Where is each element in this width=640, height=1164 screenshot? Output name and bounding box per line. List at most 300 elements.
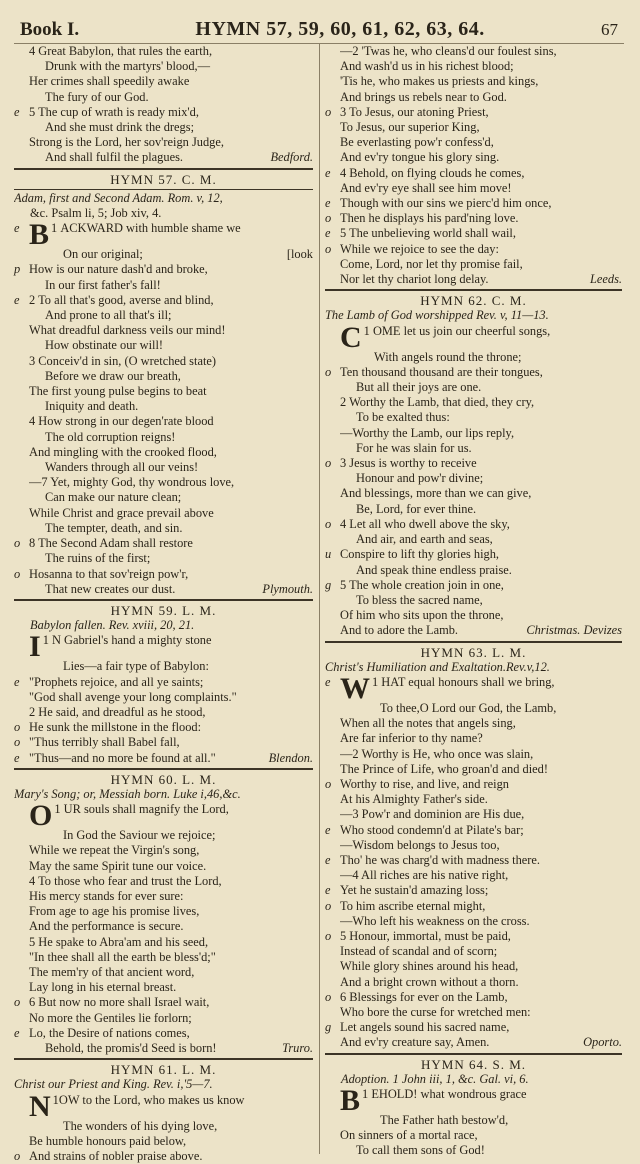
hymn-line: [14, 980, 313, 995]
hymn-line: [325, 135, 622, 150]
hymn-line: [14, 293, 313, 308]
line-text: For he was slain for us.: [356, 440, 472, 455]
dynamic-mark: [325, 593, 340, 608]
dynamic-mark: [325, 532, 340, 547]
hymn-line: [325, 1035, 622, 1050]
dynamic-mark: [14, 90, 29, 105]
line-text: —7 Yet, mighty God, thy wondrous love,: [29, 475, 235, 490]
hymn-63-first-verse: e 1 W HAT equal honours shall we bring, To thee,O Lord our God, the Lamb,: [325, 675, 622, 716]
line-text: And mingling with the crooked flood,: [29, 444, 217, 459]
hymn-56-continuation: [14, 44, 313, 150]
line-text: And air, and earth and seas,: [356, 532, 493, 547]
line-text: —Who left his weakness on the cross.: [340, 913, 530, 928]
line-text: "God shall avenge your long complaints.": [29, 689, 237, 704]
hymn-line: [14, 582, 313, 597]
dynamic-mark: [14, 135, 29, 150]
first-line: OME let us join our cheerful songs,: [372, 323, 551, 338]
line-text: "Thus terribly shall Babel fall,: [29, 735, 180, 750]
line-text: Conspire to lift thy glories high,: [340, 547, 500, 562]
drop-cap: O: [29, 802, 53, 829]
line-text: The tempter, death, and sin.: [45, 520, 183, 535]
hymn-57-first-verse: e 1 B ACKWARD with humble shame we On our original; [look: [14, 221, 313, 262]
line-text: 5 Honour, immortal, must be paid,: [340, 928, 511, 943]
line-text: 4 How strong in our degen'rate blood: [29, 414, 214, 429]
line-text: 'Tis he, who makes us priests and kings,: [340, 74, 539, 89]
hymn-line: [325, 257, 622, 272]
line-text: And blessings, more than we can give,: [340, 486, 532, 501]
dynamic-mark: [325, 181, 340, 196]
hymn-line: [14, 384, 313, 399]
last-line-text: "Thus—and no more be found at all.": [29, 750, 216, 765]
tune-name: Blendon.: [268, 750, 313, 765]
line-text: To Jesus, our superior King,: [340, 120, 480, 135]
dynamic-mark: o: [14, 566, 21, 581]
first-line: ACKWARD with humble shame we: [60, 221, 241, 236]
tune-name: Plymouth.: [262, 581, 313, 596]
hymn-line: [14, 536, 313, 551]
dynamic-mark: [14, 950, 29, 965]
dynamic-mark: [325, 441, 340, 456]
hymn-line: [325, 105, 622, 120]
hymn-line: [325, 44, 622, 59]
hymn-59-topic: Babylon fallen. Rev. xviii, 20, 21.: [30, 618, 195, 633]
dynamic-mark: [325, 44, 340, 59]
first-line: OW to the Lord, who makes us know: [58, 1092, 245, 1107]
hymn-line: [325, 563, 622, 578]
hymn-line: [14, 1026, 313, 1041]
hymn-63-heading: HYMN 63. L. M.: [420, 644, 527, 660]
hymn-line: [14, 965, 313, 980]
hymn-59-first-verse: 1 I N Gabriel's hand a mighty stone Lies—a fair type of Babylon:: [14, 633, 313, 674]
tune-name: Truro.: [282, 1040, 313, 1055]
dynamic-mark: [325, 90, 340, 105]
hymn-line: [14, 567, 313, 582]
hymn-line: [325, 777, 622, 792]
line-text: And a bright crown without a thorn.: [340, 974, 519, 989]
hymn-line: [14, 675, 313, 690]
line-text: Though with our sins we pierc'd him once,: [340, 196, 552, 211]
line-text: No more the Gentiles lie forlorn;: [29, 1010, 192, 1025]
dynamic-mark: [14, 980, 29, 995]
drop-cap: C: [340, 323, 362, 350]
line-text: 2 Worthy the Lamb, that died, they cry,: [340, 395, 535, 410]
hymn-60-topic: Mary's Song; or, Messiah born. Luke i,46,&c.: [14, 786, 241, 801]
dynamic-mark: [325, 762, 340, 777]
hymn-line: [325, 608, 622, 623]
hymn-line: [325, 211, 622, 226]
dynamic-mark: [325, 1128, 340, 1143]
tune-name: Bedford.: [270, 150, 313, 165]
hymn-line: [325, 90, 622, 105]
hymn-line: [14, 521, 313, 536]
hymn-line: [14, 430, 313, 445]
hymn-line: [14, 1011, 313, 1026]
hymn-line: [325, 792, 622, 807]
hymn-line: [325, 868, 622, 883]
dynamic-mark: [325, 807, 340, 822]
drop-cap: B: [29, 221, 50, 248]
hymn-line: [325, 623, 622, 638]
dynamic-mark: [14, 430, 29, 445]
hymn-63-topic: Christ's Humiliation and Exaltation.Rev.v,12.: [325, 659, 550, 674]
hymn-line: [325, 272, 622, 287]
hymn-62-first-verse: 1 C OME let us join our cheerful songs, With angels round the throne;: [325, 324, 622, 365]
hymn-line: [325, 456, 622, 471]
drop-cap: I: [29, 633, 41, 660]
dynamic-mark: o: [14, 536, 21, 551]
last-line-text: And ev'ry creature say, Amen.: [340, 1035, 490, 1050]
line-text: And ev'ry tongue his glory sing.: [340, 150, 500, 165]
line-text: 3 Jesus is worthy to receive: [340, 456, 477, 471]
line-text: In our first father's fall!: [45, 277, 161, 292]
dynamic-mark: [325, 410, 340, 425]
line-text: Lo, the Desire of nations comes,: [29, 1025, 190, 1040]
section-rule: [325, 1053, 622, 1055]
line-text: And the performance is secure.: [29, 919, 184, 934]
hymn-line: [325, 547, 622, 562]
dynamic-mark: [325, 1005, 340, 1020]
line-text: Who bore the curse for wretched men:: [340, 1004, 531, 1019]
hymn-line: [14, 354, 313, 369]
hymn-line: [325, 181, 622, 196]
dynamic-mark: [325, 471, 340, 486]
line-text: At his Almighty Father's side.: [340, 792, 488, 807]
hymn-line: [14, 105, 313, 120]
line-text: —Worthy the Lamb, our lips reply,: [340, 425, 515, 440]
hymn-line: [325, 593, 622, 608]
line-text: Then he displays his pard'ning love.: [340, 211, 519, 226]
line-text: The Prince of Life, who groan'd and died!: [340, 761, 548, 776]
dynamic-mark: [14, 965, 29, 980]
last-line-text: That new creates our dust.: [45, 581, 176, 596]
dynamic-mark: [325, 868, 340, 883]
hymn-61-first-verse: 1 N OW to the Lord, who makes us know The wonders of his dying love,: [14, 1093, 313, 1134]
hymn-line: [325, 990, 622, 1005]
dynamic-mark: o: [14, 1149, 21, 1163]
second-line: On our original;: [63, 247, 143, 262]
line-text: Come, Lord, nor let thy promise fail,: [340, 256, 523, 271]
dynamic-mark: [325, 486, 340, 501]
line-text: Let angels sound his sacred name,: [340, 1020, 510, 1035]
line-text: Wanders through all our veins!: [45, 460, 199, 475]
hymn-line: [14, 720, 313, 735]
line-text: Yet he sustain'd amazing loss;: [340, 883, 489, 898]
hymn-line: [14, 262, 313, 277]
hymn-line: [325, 731, 622, 746]
line-text: 6 But now no more shall Israel wait,: [29, 995, 210, 1010]
hymn-line: [14, 44, 313, 59]
line-text: Be humble honours paid below,: [29, 1133, 187, 1148]
line-text: The old corruption reigns!: [45, 429, 176, 444]
hymn-line: [14, 995, 313, 1010]
hymn-57-heading: HYMN 57. C. M.: [110, 171, 217, 187]
line-text: 3 To Jesus, our atoning Priest,: [340, 104, 489, 119]
dynamic-mark: o: [325, 364, 332, 379]
hymn-line: [325, 944, 622, 959]
hymn-line: [14, 935, 313, 950]
dynamic-mark: [14, 338, 29, 353]
dynamic-mark: [14, 384, 29, 399]
hymn-line: [14, 308, 313, 323]
dynamic-mark: [325, 959, 340, 974]
hymn-line: [325, 853, 622, 868]
dynamic-mark: e: [325, 883, 331, 898]
line-text: —4 All riches are his native right,: [340, 868, 509, 883]
line-text: The mem'ry of that ancient word,: [29, 964, 195, 979]
line-text: And ev'ry eye shall see him move!: [340, 180, 512, 195]
dynamic-mark: [325, 747, 340, 762]
line-text: And wash'd us in his richest blood;: [340, 59, 514, 74]
tune-name: Oporto.: [583, 1035, 622, 1050]
line-text: 4 To those who fear and trust the Lord,: [29, 873, 222, 888]
hymn-line: [325, 196, 622, 211]
line-text: Are far inferior to thy name?: [340, 731, 483, 746]
line-text: 3 Conceiv'd in sin, (O wretched state): [29, 353, 217, 368]
hymn-line: [325, 517, 622, 532]
drop-cap: N: [29, 1092, 51, 1119]
dynamic-mark: [325, 716, 340, 731]
hymn-line: [325, 74, 622, 89]
hymn-line: [14, 490, 313, 505]
line-text: Of him who sits upon the throne,: [340, 608, 504, 623]
last-line-text: And to adore the Lamb.: [340, 623, 459, 638]
line-text: The first young pulse begins to beat: [29, 384, 207, 399]
drop-cap: W: [340, 674, 370, 701]
hymn-line: [325, 1005, 622, 1020]
right-column: [318, 44, 622, 1164]
hymn-line: [14, 120, 313, 135]
hymn-line: [325, 242, 622, 257]
dynamic-mark: [14, 843, 29, 858]
dynamic-mark: [14, 874, 29, 889]
dynamic-mark: [325, 395, 340, 410]
hymn-line: [14, 859, 313, 874]
line-text: To bless the sacred name,: [356, 592, 483, 607]
line-text: 5 The whole creation join in one,: [340, 577, 504, 592]
last-line-text: Nor let thy chariot long delay.: [340, 272, 489, 287]
hymn-64-lines: [325, 1128, 622, 1158]
dynamic-mark: [14, 705, 29, 720]
dynamic-mark: [14, 889, 29, 904]
dynamic-mark: o: [325, 211, 332, 226]
line-text: Who stood condemn'd at Pilate's bar;: [340, 822, 524, 837]
line-text: On sinners of a mortal race,: [340, 1128, 478, 1143]
hymn-line: [14, 74, 313, 89]
hymn-60-heading: HYMN 60. L. M.: [110, 771, 217, 787]
dynamic-mark: [14, 1011, 29, 1026]
dynamic-mark: [14, 521, 29, 536]
dynamic-mark: [14, 44, 29, 59]
verse-number: 1: [362, 1087, 369, 1101]
first-line: EHOLD! what wondrous grace: [371, 1087, 527, 1101]
dynamic-mark: [325, 838, 340, 853]
dynamic-mark: [325, 426, 340, 441]
hymn-line: [325, 899, 622, 914]
line-text: Honour and pow'r divine;: [356, 471, 484, 486]
section-rule: [325, 641, 622, 643]
hymn-line: [325, 747, 622, 762]
line-text: 4 Let all who dwell above the sky,: [340, 516, 510, 531]
dynamic-mark: o: [325, 989, 332, 1004]
dynamic-mark: o: [14, 720, 21, 735]
line-text: Tho' he was charg'd with madness there.: [340, 852, 541, 867]
line-text: To him ascribe eternal might,: [340, 898, 486, 913]
line-text: The ruins of the first;: [45, 551, 151, 566]
second-line: The Father hath bestow'd,: [380, 1113, 509, 1127]
hymn-line: [325, 838, 622, 853]
first-line: UR souls shall magnify the Lord,: [63, 802, 229, 817]
heading-rule: [14, 189, 313, 190]
second-line: The wonders of his dying love,: [63, 1118, 218, 1133]
line-text: While glory shines around his head,: [340, 959, 519, 974]
line-text: He sunk the millstone in the flood:: [29, 720, 202, 735]
line-text: Be, Lord, for ever thine.: [356, 501, 477, 516]
hymn-line: [325, 365, 622, 380]
two-column-body: [14, 44, 624, 1164]
hymn-line: [14, 690, 313, 705]
running-title: HYMN 57, 59, 60, 61, 62, 63, 64.: [195, 18, 485, 40]
line-text: May the same Spirit tune our voice.: [29, 858, 207, 873]
hymn-57-topic-cont: &c. Psalm li, 5; Job xiv, 4.: [30, 206, 162, 221]
dynamic-mark: [325, 380, 340, 395]
second-line: Lies—a fair type of Babylon:: [63, 659, 209, 674]
hymn-line: [325, 929, 622, 944]
hymn-line: [325, 150, 622, 165]
hymn-line: [325, 380, 622, 395]
line-text: Ten thousand thousand are their tongues,: [340, 364, 543, 379]
dynamic-mark: [14, 551, 29, 566]
hymn-61-lines: [14, 1134, 313, 1164]
hymn-60-first-verse: 1 O UR souls shall magnify the Lord, In God the Saviour we rejoice;: [14, 802, 313, 843]
line-text: Can make our nature clean;: [45, 490, 182, 505]
hymn-line: [14, 950, 313, 965]
line-text: And she must drink the dregs;: [45, 120, 195, 135]
hymn-line: [14, 369, 313, 384]
hymn-line: [14, 323, 313, 338]
section-rule: [14, 1058, 313, 1060]
second-line: To thee,O Lord our God, the Lamb,: [380, 700, 557, 715]
hymn-64-topic: Adoption. 1 John iii, 1, &c. Gal. vi, 6.: [341, 1071, 529, 1086]
hymn-line: [325, 441, 622, 456]
second-line: With angels round the throne;: [374, 349, 522, 364]
dynamic-mark: u: [325, 547, 332, 562]
section-rule: [14, 168, 313, 170]
first-line: N Gabriel's hand a mighty stone: [51, 633, 212, 648]
tune-name: Leeds.: [589, 272, 622, 287]
line-text: Before we draw our breath,: [45, 368, 181, 383]
hymn-line: [325, 975, 622, 990]
dynamic-mark: [14, 690, 29, 705]
line-text: —3 Pow'r and dominion are His due,: [340, 807, 525, 822]
line-text: While Christ and grace prevail above: [29, 505, 214, 520]
hymn-line: [14, 338, 313, 353]
dynamic-mark: [325, 731, 340, 746]
dynamic-mark: [14, 460, 29, 475]
line-text: 5 He spake to Abra'am and his seed,: [29, 934, 209, 949]
line-text: And speak thine endless praise.: [356, 562, 512, 577]
dynamic-mark: e: [14, 292, 20, 307]
hymn-line: [14, 150, 313, 165]
dynamic-mark: e: [325, 196, 331, 211]
line-text: And brings us rebels near to God.: [340, 89, 507, 104]
line-text: Hosanna to that sov'reign pow'r,: [29, 566, 189, 581]
line-text: To call them sons of God!: [356, 1143, 485, 1158]
hymn-line: [14, 460, 313, 475]
line-text: Iniquity and death.: [45, 399, 139, 414]
last-line-text: And shall fulfil the plagues.: [45, 150, 183, 165]
line-text: How obstinate our will!: [45, 338, 164, 353]
dynamic-mark: [14, 278, 29, 293]
line-text: The fury of our God.: [45, 89, 149, 104]
dynamic-mark: e: [325, 822, 331, 837]
line-text: Drunk with the martyrs' blood,—: [45, 59, 211, 74]
drop-cap: B: [340, 1087, 361, 1113]
carryover-word: [look: [286, 247, 313, 262]
dynamic-mark: p: [14, 262, 21, 277]
hymn-line: [14, 551, 313, 566]
dynamic-mark: [14, 506, 29, 521]
line-text: 2 To all that's good, averse and blind,: [29, 292, 214, 307]
hymn-line: [325, 716, 622, 731]
hymn-57-topic: Adam, first and Second Adam. Rom. v, 12,: [14, 190, 223, 205]
line-text: —2 Worthy is He, who once was slain,: [340, 746, 534, 761]
hymn-line: [14, 445, 313, 460]
hymn-60-lines: [14, 843, 313, 1041]
dynamic-mark: [14, 369, 29, 384]
dynamic-mark: [14, 1134, 29, 1149]
hymn-line: [325, 226, 622, 241]
hymn-line: [325, 914, 622, 929]
hymn-line: [325, 486, 622, 501]
dynamic-mark: [14, 59, 29, 74]
line-text: And prone to all that's ill;: [45, 308, 172, 323]
dynamic-mark: e: [14, 674, 20, 689]
line-text: How is our nature dash'd and broke,: [29, 262, 208, 277]
hymn-line: [14, 705, 313, 720]
last-line-text: Behold, the promis'd Seed is born!: [45, 1040, 217, 1055]
line-text: Lay long in his eternal breast.: [29, 980, 177, 995]
hymn-line: [325, 1128, 622, 1143]
dynamic-mark: [14, 399, 29, 414]
hymn-line: [325, 883, 622, 898]
hymn-line: [325, 471, 622, 486]
section-rule: [14, 768, 313, 770]
hymn-line: [325, 532, 622, 547]
hymn-line: [14, 874, 313, 889]
line-text: —Wisdom belongs to Jesus too,: [340, 837, 500, 852]
second-line: In God the Saviour we rejoice;: [63, 828, 216, 843]
dynamic-mark: [325, 914, 340, 929]
dynamic-mark: [14, 904, 29, 919]
tune-name: Christmas. Devizes: [526, 623, 622, 638]
line-text: 4 Great Babylon, that rules the earth,: [29, 44, 213, 58]
dynamic-mark: o: [14, 995, 21, 1010]
hymn-line: [14, 1041, 313, 1056]
hymn-line: [14, 506, 313, 521]
hymn-line: [325, 762, 622, 777]
first-line: HAT equal honours shall we bring,: [381, 674, 555, 689]
left-column: [14, 44, 318, 1164]
hymn-line: [14, 399, 313, 414]
line-text: Be everlasting pow'r confess'd,: [340, 135, 494, 150]
line-text: 5 The unbelieving world shall wail,: [340, 226, 516, 241]
line-text: 8 The Second Adam shall restore: [29, 536, 193, 551]
dynamic-mark: [14, 445, 29, 460]
page-number: 67: [601, 20, 618, 39]
dynamic-mark: [14, 308, 29, 323]
dynamic-mark: [14, 490, 29, 505]
dynamic-mark: o: [325, 776, 332, 791]
